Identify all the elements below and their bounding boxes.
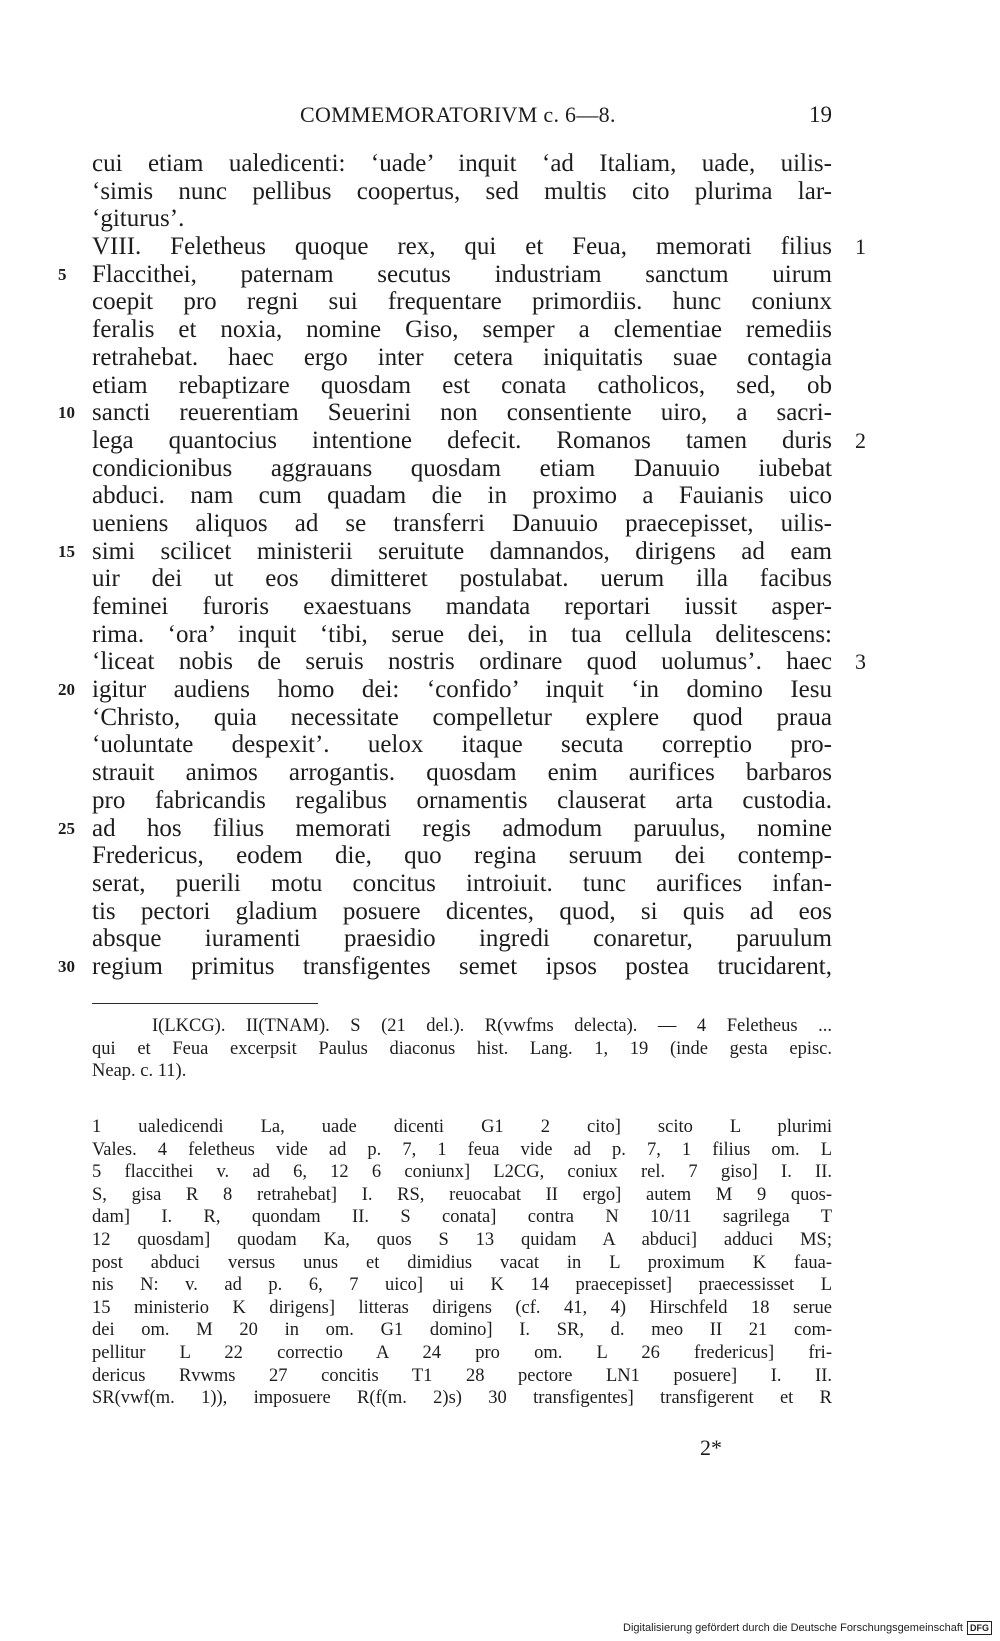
apparatus-line: post abduci versus unus et dimidius vacat in L proximum K faua- [92, 1252, 832, 1273]
text-line-content: absque iuramenti praesidio ingredi conaretur, paruulum [92, 925, 832, 953]
text-line-content: ueniens aliquos ad se transferri Danuuio praecepisset, uilis- [92, 509, 832, 537]
text-line [58, 537, 832, 566]
line-number: 5 [58, 264, 67, 284]
text-line-content: igitur audiens homo dei: ‘confido’ inquit ‘in domino Iesu [92, 676, 832, 704]
running-title: COMMEMORATORIVM c. 6—8. [300, 102, 616, 127]
text-line [92, 787, 832, 815]
page-number: 19 [809, 102, 832, 127]
apparatus-line: dericus Rvwms 27 concitis T1 28 pectore LN1 posuere] I. II. [92, 1365, 832, 1386]
text-line [92, 426, 866, 455]
signature-mark: 2* [700, 1435, 722, 1460]
apparatus-line: 5 flaccithei v. ad 6, 12 6 coniunx] L2CG, coniux rel. 7 giso] I. II. [92, 1162, 832, 1183]
apparatus-line: pellitur L 22 correctio A 24 pro om. L 26 fredericus] fri- [92, 1342, 832, 1363]
text-line-content: ‘simis nunc pellibus coopertus, sed multis cito plurima lar- [92, 177, 832, 205]
apparatus-line: dam] I. R, quondam II. S conata] contra N 10/11 sagrilega T [92, 1207, 832, 1228]
sources-line: I(LKCG). II(TNAM). S (21 del.). R(vwfms delecta). — 4 Feletheus ... [152, 1016, 832, 1036]
text-line [92, 870, 832, 898]
text-line-content: Fredericus, eodem die, quo regina seruum dei contemp- [92, 842, 832, 870]
line-number: 30 [58, 956, 75, 976]
text-line-content: regium primitus transfigentes semet ipsos postea trucidarent, [92, 952, 832, 980]
text-line [92, 372, 832, 400]
text-line [92, 233, 866, 261]
text-line-content: condicionibus aggrauans quosdam etiam Danuuio iubebat [92, 454, 832, 482]
running-header [92, 102, 832, 132]
text-line-content: strauit animos arrogantis. quosdam enim aurifices barbaros [92, 759, 832, 787]
apparatus-line: 1 ualedicendi La, uade dicenti G1 2 cito] scito L plurimi [92, 1117, 832, 1137]
main-text-block [58, 150, 866, 981]
text-line [58, 260, 832, 289]
digitization-footer [623, 1621, 992, 1635]
text-line-content: rima. ‘ora’ inquit ‘tibi, serue dei, in tua cellula delitescens: [92, 620, 832, 648]
critical-apparatus [92, 1116, 832, 1410]
text-line [58, 952, 832, 981]
line-number: 15 [58, 541, 75, 561]
line-number: 10 [58, 403, 75, 423]
text-line-content: pro fabricandis regalibus ornamentis clauserat arta custodia. [92, 786, 832, 814]
text-line [92, 288, 832, 316]
sources-line: qui et Feua excerpsit Paulus diaconus hist. Lang. 1, 19 (inde gesta episc. [92, 1038, 832, 1059]
footnote-separator-rule [92, 1003, 318, 1004]
text-line-content: feralis et noxia, nomine Giso, semper a clementiae remediis [92, 316, 832, 344]
text-line [92, 205, 832, 233]
line-number: 25 [58, 818, 75, 838]
text-line [92, 178, 832, 206]
apparatus-line: SR(vwf(m. 1)), imposuere R(f(m. 2)s) 30 transfigentes] transfigerent et R [92, 1388, 832, 1409]
dfg-logo-icon: DFG [967, 1621, 992, 1635]
text-line [92, 455, 832, 483]
text-line-content: retrahebat. haec ergo inter cetera iniquitatis suae contagia [92, 343, 832, 371]
text-line-content: ad hos filius memorati regis admodum paruulus, nomine [92, 814, 832, 842]
text-line-content: sancti reuerentiam Seuerini non consentiente uiro, a sacri- [92, 399, 832, 427]
line-number: 20 [58, 680, 75, 700]
text-line-content: ‘giturus’. [92, 205, 185, 233]
footer-text: Digitalisierung gefördert durch die Deutsche Forschungsgemeinschaft [623, 1622, 963, 1634]
text-line [92, 704, 832, 732]
apparatus-line: nis N: v. ad p. 6, 7 uico] ui K 14 praecepisset] praecessisset L [92, 1275, 832, 1296]
margin-section-number: 2 [855, 427, 866, 453]
apparatus-line: S, gisa R 8 retrahebat] I. RS, reuocabat II ergo] autem M 9 quos- [92, 1184, 832, 1205]
text-line [92, 621, 832, 649]
text-line [92, 150, 832, 178]
text-line [92, 344, 832, 372]
text-line [92, 593, 832, 621]
text-line [58, 676, 832, 704]
text-line-content: cui etiam ualedicenti: ‘uade’ inquit ‘ad Italiam, uade, uilis- [92, 150, 832, 177]
text-line-content: feminei furoris exaestuans mandata reportari iussit asper- [92, 593, 832, 620]
apparatus-line: Vales. 4 feletheus vide ad p. 7, 1 feua vide ad p. 7, 1 filius om. L [92, 1139, 832, 1160]
text-line [92, 759, 832, 787]
text-line [92, 898, 832, 926]
text-line [92, 842, 832, 870]
text-line [92, 565, 832, 593]
text-line-content: VIII. Feletheus quoque rex, qui et Feua, memorati filius [92, 233, 832, 261]
text-line-content: ‘liceat nobis de seruis nostris ordinare quod uolumus’. haec [92, 648, 832, 676]
text-line-content: etiam rebaptizare quosdam est conata catholicos, sed, ob [92, 371, 832, 399]
text-line-content: simi scilicet ministerii seruitute damnandos, dirigens ad eam [92, 537, 832, 565]
text-line [58, 814, 832, 843]
margin-section-number: 1 [855, 234, 866, 260]
apparatus-line: 12 quosdam] quodam Ka, quos S 13 quidam A abduci] adduci MS; [92, 1229, 832, 1250]
text-line-content: ‘Christo, quia necessitate compelletur explere quod praua [92, 703, 832, 731]
text-line [92, 316, 832, 344]
margin-section-number: 3 [855, 649, 866, 675]
apparatus-line: 15 ministerio K dirigens] litteras dirigens (cf. 41, 4) Hirschfeld 18 serue [92, 1297, 832, 1318]
text-line [58, 399, 832, 427]
text-line-content: serat, puerili motu concitus introiuit. tunc aurifices infan- [92, 869, 832, 897]
text-line-content: lega quantocius intentione defecit. Romanos tamen duris [92, 426, 832, 454]
text-line [92, 731, 832, 759]
text-line-content: Flaccithei, paternam secutus industriam sanctum uirum [92, 260, 832, 288]
sources-apparatus [92, 1015, 832, 1083]
text-line-content: uir dei ut eos dimitteret postulabat. uerum illa facibus [92, 565, 832, 593]
text-line-content: abduci. nam cum quadam die in proximo a Fauianis uico [92, 482, 832, 510]
text-line-content: coepit pro regni sui frequentare primordiis. hunc coniunx [92, 288, 832, 316]
apparatus-line: dei om. M 20 in om. G1 domino] I. SR, d. meo II 21 com- [92, 1320, 832, 1341]
text-line [92, 510, 832, 538]
text-line [92, 482, 832, 510]
text-line [92, 925, 832, 953]
sources-line: Neap. c. 11). [92, 1061, 187, 1081]
text-line [92, 648, 866, 676]
text-line-content: ‘uoluntate despexit’. uelox itaque secuta correptio pro- [92, 731, 832, 759]
text-line-content: tis pectori gladium posuere dicentes, quod, si quis ad eos [92, 897, 832, 925]
